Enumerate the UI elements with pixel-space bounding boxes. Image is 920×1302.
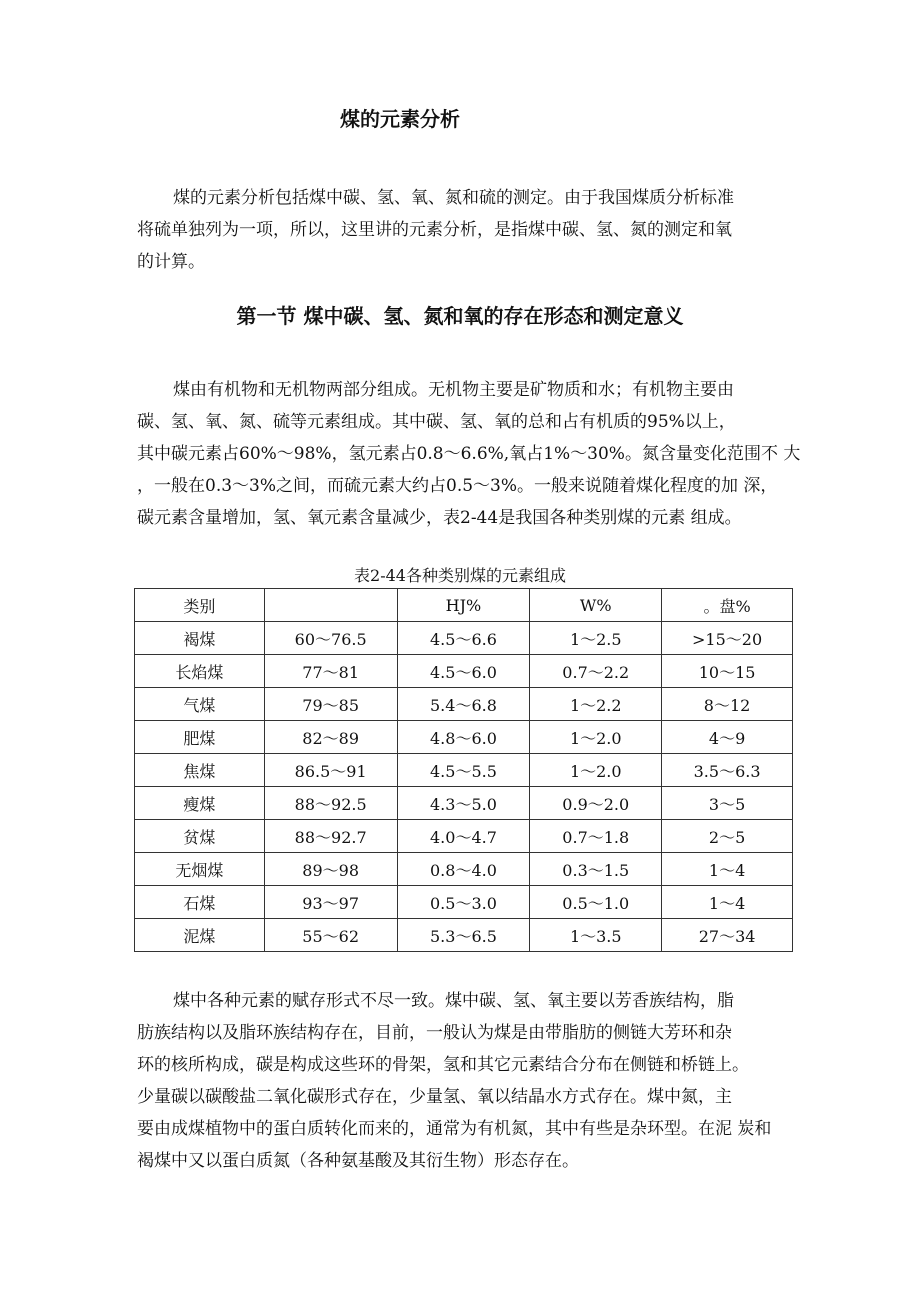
table-cell: 0.7〜2.2 [530,655,662,688]
table-row [135,787,793,820]
table-cell: 4.5〜6.0 [397,655,530,688]
table-cell: 4.0〜4.7 [397,820,530,853]
table-cell: 长焰煤 [135,655,265,688]
table-cell: 气煤 [135,688,265,721]
table-cell: 10〜15 [662,655,793,688]
table-cell: 0.3〜1.5 [530,853,662,886]
header-cell: W% [530,589,662,622]
text-line: 要由成煤植物中的蛋白质转化而来的，通常为有机氮，其中有些是杂环型。在泥 炭和 [137,1119,772,1139]
table-cell: 2〜5 [662,820,793,853]
table-row [135,754,793,787]
coal-element-table [134,588,793,952]
table-cell: 4.8〜6.0 [397,721,530,754]
table-cell: 1〜3.5 [530,919,662,952]
occurrence-paragraph [137,985,803,1177]
table-cell: 泥煤 [135,919,265,952]
header-cell [264,589,397,622]
table-cell: 1〜2.0 [530,754,662,787]
table-cell: 93〜97 [264,886,397,919]
text-line: 碳元素含量增加，氢、氧元素含量减少，表2-44是我国各种类别煤的元素 组成。 [137,508,742,528]
table-cell: 60〜76.5 [264,622,397,655]
table-cell: 4〜9 [662,721,793,754]
table-cell: 0.9〜2.0 [530,787,662,820]
table-cell: 1〜4 [662,886,793,919]
table-cell: 瘦煤 [135,787,265,820]
text-line: 其中碳元素占60%〜98%，氢元素占0.8〜6.6%,氧占1%〜30%。氮含量变化范围不 大 [137,444,801,464]
header-cell: HJ% [397,589,530,622]
text-line: 煤的元素分析包括煤中碳、氢、氧、氮和硫的测定。由于我国煤质分析标准 [173,188,734,208]
table-cell: 0.5〜3.0 [397,886,530,919]
table-header-row [135,589,793,622]
header-cell: 类别 [135,589,265,622]
table-cell: 4.5〜5.5 [397,754,530,787]
table-cell: 3〜5 [662,787,793,820]
text-line: 煤由有机物和无机物两部分组成。无机物主要是矿物质和水；有机物主要由 [173,380,734,400]
table-cell: 0.8〜4.0 [397,853,530,886]
table-row [135,622,793,655]
table-cell: 55〜62 [264,919,397,952]
composition-paragraph [137,374,803,534]
table-cell: 79〜85 [264,688,397,721]
table-row [135,820,793,853]
table-cell: 8〜12 [662,688,793,721]
table-cell: 1〜2.5 [530,622,662,655]
text-line: 环的核所构成，碳是构成这些环的骨架，氢和其它元素结合分布在侧链和桥链上。 [137,1055,749,1075]
text-line: 少量碳以碳酸盐二氧化碳形式存在，少量氢、氧以结晶水方式存在。煤中氮，主 [137,1087,732,1107]
text-line: ，一般在0.3〜3%之间，而硫元素大约占0.5〜3%。一般来说随着煤化程度的加 深， [137,476,778,496]
table-cell: 77〜81 [264,655,397,688]
table-cell: 27〜34 [662,919,793,952]
text-line: 褐煤中又以蛋白质氮（各种氨基酸及其衍生物）形态存在。 [137,1151,579,1171]
table-cell: 89〜98 [264,853,397,886]
table-cell: 86.5〜91 [264,754,397,787]
table-row [135,919,793,952]
table-cell: 贫煤 [135,820,265,853]
section-heading: 第一节 煤中碳、氢、氮和氧的存在形态和测定意义 [236,304,684,328]
text-line: 肪族结构以及脂环族结构存在，目前，一般认为煤是由带脂肪的侧链大芳环和杂 [137,1023,732,1043]
table-cell: 5.4〜6.8 [397,688,530,721]
table-caption: 表2-44各种类别煤的元素组成 [354,566,566,585]
table-cell: 无烟煤 [135,853,265,886]
table-row [135,886,793,919]
table-cell: 3.5〜6.3 [662,754,793,787]
table-cell: 82〜89 [264,721,397,754]
document-title: 煤的元素分析 [340,107,460,131]
table-cell: 焦煤 [135,754,265,787]
intro-paragraph [137,182,803,278]
text-line: 的计算。 [137,252,205,272]
table-row [135,721,793,754]
table-cell: 4.5〜6.6 [397,622,530,655]
text-line: 煤中各种元素的赋存形式不尽一致。煤中碳、氢、氧主要以芳香族结构，脂 [173,991,734,1011]
table-row [135,655,793,688]
table-cell: 1〜2.0 [530,721,662,754]
table-cell: 1〜2.2 [530,688,662,721]
header-cell: 。盘% [662,589,793,622]
table-row [135,688,793,721]
text-line: 碳、氢、氧、氮、硫等元素组成。其中碳、氢、氧的总和占有机质的95%以上， [137,412,736,432]
table-cell: 5.3〜6.5 [397,919,530,952]
table-cell: 88〜92.7 [264,820,397,853]
table-cell: 88〜92.5 [264,787,397,820]
table-cell: >15〜20 [662,622,793,655]
table-cell: 石煤 [135,886,265,919]
table-cell: 4.3〜5.0 [397,787,530,820]
table-cell: 0.7〜1.8 [530,820,662,853]
table-cell: 1〜4 [662,853,793,886]
table-row [135,853,793,886]
text-line: 将硫单独列为一项，所以，这里讲的元素分析，是指煤中碳、氢、氮的测定和氧 [137,220,732,240]
table-cell: 肥煤 [135,721,265,754]
table-cell: 褐煤 [135,622,265,655]
table-cell: 0.5〜1.0 [530,886,662,919]
